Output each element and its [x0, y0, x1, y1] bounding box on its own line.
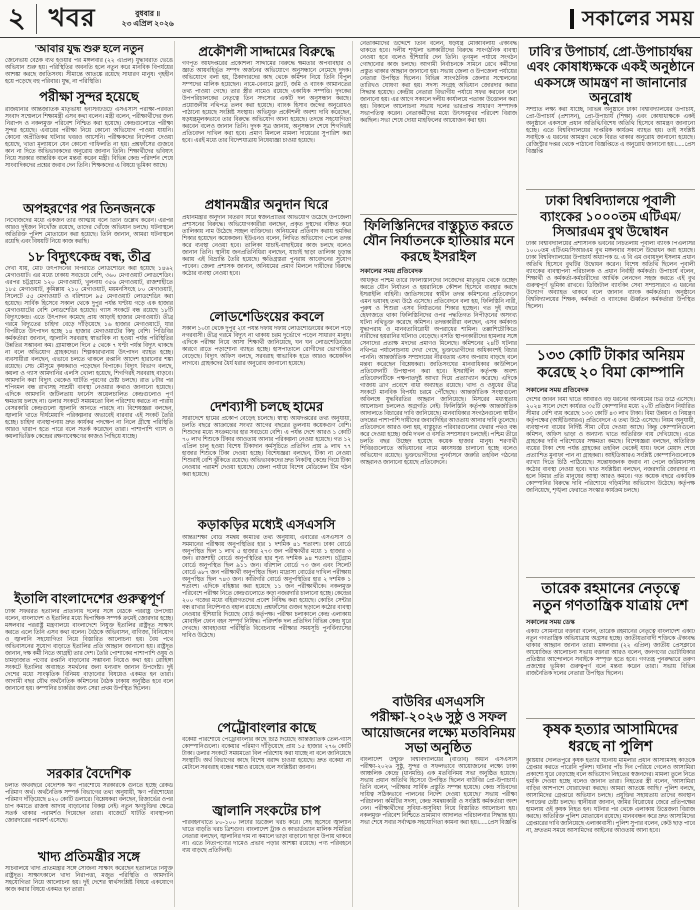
article-headline: দেশব্যাপী চলছে হামের: [209, 398, 324, 414]
news-column-2: [174, 41, 351, 907]
article-body-text: ঢাকা বিশ্ববিদ্যালয়ের প্রশাসনিক ভবনের নিচতলায় পূবালী ব্যাংক পিএলসির ১০০০তম এটিএম/সিআরএম বুথ মঙ্গলবার সকালে উদ্বোধন করা হয়েছে। ঢাকা বিশ্ববিদ্যালয়ের উপাচার্য অধ্যাপক ড. এ বি এম ওবায়দুল ইসলাম প্রধান অতিথি হিসেবে বুথটির উদ্বোধন করেন। বিশেষ অতিথি ছিলেন পূবালী ব্যাংকের ব্যবস্থাপনা পরিচালক ও প্রধান নির্বাহী কর্মকর্তা। উপাচার্য বলেন, শিক্ষার্থী ও কর্মকর্তা-কর্মচারীদের আর্থিক লেনদেন সহজ করতে এই বুথ গুরুত্বপূর্ণ ভূমিকা রাখবে। ডিজিটাল ব্যাংকিং সেবা সম্প্রসারণে এ ধরনের উদ্যোগ অব্যাহত থাকবে বলে জানান ব্যাংক কর্মকর্তারা। অনুষ্ঠানে বিশ্ববিদ্যালয়ের শিক্ষক, কর্মকর্তা ও ব্যাংকের ঊর্ধ্বতন কর্মকর্তারা উপস্থিত ছিলেন।: [526, 241, 695, 311]
article-body-text: ঢাকা সফররত ইতালির প্রতিনিধি দলের সঙ্গে বৈঠকে পররাষ্ট্র উপদেষ্টা বলেন, বাংলাদেশ ও ইতালির মধ্যে দ্বিপাক্ষিক সম্পর্ক ক্রমেই জোরদার হচ্ছে। মঙ্গলবার পররাষ্ট্র মন্ত্রণালয়ে বাংলাদেশে নিযুক্ত ইতালির রাষ্ট্রদূত সাক্ষাৎ করতে এলে তিনি এসব কথা বলেন। বৈঠকে অভিবাসন, বাণিজ্য, বিনিয়োগ ও জ্বালানি সহযোগিতা নিয়ে বিস্তারিত আলোচনা হয়। বৈধ পথে অভিবাসনের সুযোগ বাড়াতে ইতালির প্রতি আহ্বান জানানো হয়। রাষ্ট্রদূত জানান, দক্ষ কর্মী নিতে আগ্রহী তার দেশ। তৈরি পোশাকের পাশাপাশি ওষুধ ও চামড়াজাত পণ্যের রপ্তানি বাড়ানোর সম্ভাবনা নিয়েও কথা হয়। রোহিঙ্গা সংকটে ইতালির অব্যাহত সমর্থনের জন্য ধন্যবাদ জানান উপদেষ্টা। দুই দেশের মধ্যে সাংস্কৃতিক বিনিময় বাড়ানোর বিষয়েও একমত হন তারা। আগামী বছর যৌথ অর্থনৈতিক কমিশনের বৈঠক ঢাকায় অনুষ্ঠিত হবে বলে জানানো হয়। কম্পানির চাকরির জন্য সেরা প্রথম উপস্থিত ছিলেন।: [5, 608, 173, 692]
article-body-text: নেতাকর্মীদের উদ্দেশে তিনি বলেন, ষড়যন্ত্র মোকাবিলায় ঐক্যবদ্ধ থাকতে হবে। দলীয় শৃঙ্খলা ভঙ্গকারীদের বিরুদ্ধে সাংগঠনিক ব্যবস্থা নেওয়া হবে বলেও হুঁশিয়ারি দেন তিনি। তৃণমূল পর্যায়ে সংগঠন গোছানোর কাজ চলছে। আগামী নির্বাচনকে সামনে রেখে কর্মীদের প্রস্তুত থাকার আহ্বান জানানো হয়। সভায় জেলা ও উপজেলা পর্যায়ের নেতারা উপস্থিত ছিলেন। বিভিন্ন সাংগঠনিক জেলার সম্মেলনের তারিখও ঘোষণা করা হয়। সদস্য সংগ্রহ অভিযান জোরদার করার সিদ্ধান্ত হয়েছে। কেন্দ্রীয় নেতারা বিভাগীয় পর্যায়ে সফর করবেন বলে জানানো হয়। এর আগে সকালে দলীয় কার্যালয়ে পতাকা উত্তোলন করা হয়। বিকালে আলোচনা সভায় দলের ভারপ্রাপ্ত সাধারণ সম্পাদক সভাপতিত্ব করেন। নেতাকর্মীদের মধ্যে উৎসবমুখর পরিবেশ বিরাজ করছিল। সভা শেষে দোয়া মাহফিলের আয়োজন করা হয়।: [360, 41, 517, 124]
article-headline: বাউবির এসএসসি পরীক্ষা-২০২৬ সুষ্ঠু ও সফল আয়োজনের লক্ষ্যে মতবিনিময় সভা অনুষ্ঠিত: [361, 693, 516, 755]
article-body-text: গণপূর্ত অধিদপ্তরের প্রকৌশলী সাদ্দামের বিরুদ্ধে ক্ষমতার অপব্যবহার ও জ্ঞাত আয়বহির্ভূত সম্পদ অর্জনের অভিযোগে অনুসন্ধানে নেমেছে দুদক। অভিযোগে বলা হয়, ঠিকাদারদের কাছ থেকে কমিশন নিয়ে তিনি বিপুল সম্পদের মালিক হয়েছেন। নামে-বেনামে ফ্ল্যাট, জমি ও ব্যাংক আমানতের তথ্য পাওয়া গেছে। তার স্ত্রীর নামেও রয়েছে একাধিক সম্পত্তি। দুদকের উপপরিচালকের নেতৃত্বে তিন সদস্যের একটি দল অনুসন্ধান করছে। প্রয়োজনীয় নথিপত্র তলব করা হয়েছে। ব্যাংক হিসাব জব্দের অনুরোধও পাঠানো হয়েছে সংশ্লিষ্ট সংস্থায়। অভিযুক্ত প্রকৌশলী অবশ্য দাবি করেছেন, ষড়যন্ত্রমূলকভাবে তার বিরুদ্ধে অভিযোগ আনা হয়েছে। তদন্তে সহযোগিতা করবেন বলেও জানান তিনি। দুদক সূত্র জানায়, অনুসন্ধান শেষে শিগগিরই প্রতিবেদন দাখিল করা হবে। প্রমাণ মিললে মামলা দায়েরের সুপারিশ করা হবে। এরই মধ্যে তার বিদেশযাত্রায় নিষেধাজ্ঞা চাওয়া হয়েছে।: [182, 61, 351, 145]
masthead: [0, 0, 700, 38]
article-byline: সকালের সময় প্রতিবেদক: [526, 386, 589, 394]
article-body-text: কুষ্টিয়ার দৌলতপুরে কৃষক হত্যার ঘটনায় মামলার প্রধান আসামিসহ কাউকে গ্রেপ্তার করতে পারেনি পুলিশ। ঘটনার পাঁচ দিন পেরিয়ে গেলেও আসামিরা প্রকাশ্যে ঘুরে বেড়াচ্ছে বলে অভিযোগ নিহতের স্বজনদের। মামলা তুলে নিতে হুমকি দেওয়া হচ্ছে বলেও জানান তারা। নিহতের স্ত্রী বলেন, 'আসামিরা বাড়ির আশপাশে ঘোরাফেরা করছে। আমরা আতঙ্কে আছি।' পুলিশ বলছে, আসামিদের গ্রেপ্তারে অভিযান চলছে। প্রযুক্তির সহায়তায় তাদের অবস্থান শনাক্তের চেষ্টা চলছে। স্থানীয়রা জানান, জমির বিরোধের জেরে প্রতিপক্ষের হামলায় ওই কৃষক নিহত হন। ঘটনার পর থেকে এলাকায় উত্তেজনা বিরাজ করছে। অতিরিক্ত পুলিশ মোতায়েন রয়েছে। মানববন্ধন করে দ্রুত আসামিদের গ্রেপ্তারের দাবি জানিয়েছে এলাকাবাসী। পুলিশ সুপার বলেন, কেউ ছাড় পাবে না, দ্রুততম সময়ে আসামিদের আইনের আওতায় আনা হবে।: [526, 757, 695, 834]
article-body-text: সকাল ১০টা থেকে দুপুর ২টা পর্যন্ত দফায় দফায় লোডশেডিংয়ের কবলে পড়ে নগরবাসী। তীব্র গরমে বিদ্যুৎ না থাকায় চরম দুর্ভোগে পড়েন সাধারণ মানুষ। এদিকে পরীক্ষা নিয়ে আসা শিক্ষার্থী জানিয়েছে, ঘন ঘন লোডশেডিংয়ের কারণে রাতে পড়াশোনা ব্যাহত হচ্ছে। হাসপাতালে রোগীদের ভোগান্তিও বেড়েছে। বিদ্যুৎ অফিস বলছে, সরবরাহ স্বাভাবিক হতে আরও কয়েকদিন লাগবে। গ্রাহকদের ধৈর্য ধরার অনুরোধ জানানো হয়েছে।: [182, 325, 351, 367]
section-title: খবর: [48, 5, 96, 32]
article-headline: 'আবার যুদ্ধ শুরু হলে নতুন: [34, 44, 144, 55]
article-body-text: প্রধানমন্ত্রীর অনুদান বিতরণ ঘিরে স্বজনপ্রীতির অভিযোগ উঠেছে উপজেলা প্রশাসনের বিরুদ্ধে। অভিযোগকারীরা বলছেন, প্রকৃত দুস্থদের বঞ্চিত করে তালিকায় নাম উঠেছে সচ্ছল ব্যক্তিদের। অনিয়মের প্রতিবাদ করায় হুমকির শিকার হয়েছেন কয়েকজন। ইউএনও বলেন, লিখিত অভিযোগ পেলে তদন্ত করে ব্যবস্থা নেওয়া হবে। তালিকা যাচাই-বাছাইয়ের কাজ চলছে বলেও জানান তিনি। স্থানীয় জনপ্রতিনিধিরা বলছেন, যাচাই ছাড়া তালিকা চূড়ান্ত করায় এই বিভ্রান্তি তৈরি হয়েছে। ক্ষতিগ্রস্তরা পুনরায় আবেদনের সুযোগ পাবেন। জেলা প্রশাসক জানান, অনিয়মের প্রমাণ মিললে দায়ীদের বিরুদ্ধে কঠোর ব্যবস্থা নেওয়া হবে।: [182, 214, 351, 277]
article-headline: ১৩৩ কোটি টাকার অনিয়ম করেছে ২০ বিমা কোম্পানি: [526, 344, 695, 382]
article-body-text: দেশের জীবন বিমা খাতে আবারও বড় ধরনের অনিয়মের চিত্র উঠে এসেছে। ২০২৪ সালে দেশে কার্যরত ৩৫টি কোম্পানির মধ্যে ২০টি প্রতিষ্ঠান নির্ধারিত সীমার বেশি ব্যয় করেছে ১৩৩ কোটি ৪৩ লাখ টাকা। বিমা উন্নয়ন ও নিয়ন্ত্রণ কর্তৃপক্ষের (আইডিআরএ) প্রতিবেদনে এ তথ্য উঠে এসেছে। নিয়ম অনুযায়ী, ব্যবস্থাপনা ব্যয়ের নির্দিষ্ট সীমা বেঁধে দেওয়া আছে। কিন্তু কোম্পানিগুলো কমিশন, অফিস ভাড়া ও অন্যান্য খাতে অতিরিক্ত ব্যয় দেখিয়েছে। এতে গ্রাহকের দাবি পরিশোধের সক্ষমতা কমছে। বিশেষজ্ঞরা বলছেন, অতিরিক্ত ব্যয়ের টাকা শেষ পর্যন্ত গ্রাহকের তহবিল থেকেই যায়। ফলে মেয়াদ শেষে প্রত্যাশিত মুনাফা পান না গ্রাহকরা। আইডিআরএ সংশ্লিষ্ট কোম্পানিগুলোকে ব্যাখ্যা দিতে চিঠি পাঠিয়েছে। সন্তোষজনক জবাব না পেলে জরিমানাসহ কঠোর ব্যবস্থা নেওয়া হবে। খাত সংশ্লিষ্টরা বলছেন, নজরদারি জোরদার না হলে বিমার প্রতি মানুষের আস্থা আরও কমবে। গত কয়েক বছরে একাধিক কোম্পানির বিরুদ্ধে দাবি পরিশোধে গড়িমসির অভিযোগ উঠেছে। কর্তৃপক্ষ জানিয়েছে, শৃঙ্খলা ফেরাতে সংস্কার কার্যক্রম চলছে।: [526, 396, 695, 494]
page-number: ২: [8, 3, 26, 33]
news-column-1: [5, 41, 173, 907]
article-headline: ফিলিস্তিনিদের বাস্তুচ্যুত করতে যৌন নির্যাতনকে হাতিয়ার মনে করছে ইসরাইল: [360, 214, 517, 264]
issue-day: বুধবার ॥: [135, 9, 161, 19]
article-headline: প্রধানমন্ত্রীর অনুদান ঘিরে: [204, 197, 329, 213]
article-headline: তারেক রহমানের নেতৃত্বে নতুন গণতান্ত্রিক যাত্রায় দেশ: [526, 577, 695, 615]
article-headline: পরীক্ষা সুন্দর হয়েছে: [39, 89, 139, 105]
article-byline: সকালের সময় ডেস্ক: [526, 618, 575, 626]
article-body-text: আন্তঃশিক্ষা বোর্ড সমন্বয় কমিটির তথ্য অনুযায়ী, এবারের এসএসসি ও সমমানের পরীক্ষায় অনুপস্থিতির হার ১ দশমিক ৪১ শতাংশ। ঢাকা বোর্ডে অনুপস্থিত ছিল ১ লাখ ৫ হাজার ২৭৩ জন পরীক্ষার্থীর মধ্যে ১ হাজার ৩ জন। রাজশাহী বোর্ডে অনুপস্থিতির হার শূন্য দশমিক ৯৪ শতাংশ। চট্টগ্রাম বোর্ডে অনুপস্থিত ছিল ৯১১ জন। বরিশাল বোর্ডে ৭৩ জন এবং সিলেট বোর্ডে ৬৮৭ জন পরীক্ষার্থী অনুপস্থিত ছিল। মাদ্রাসা বোর্ডের দাখিল পরীক্ষায় অনুপস্থিত ছিল ৭৪৩ জন। কারিগরি বোর্ডে অনুপস্থিতির হার ২ দশমিক ১ শতাংশ। এদিকে বহিষ্কার করা হয়েছে ১১ জন পরীক্ষার্থীকে। নকলমুক্ত পরিবেশে পরীক্ষা নিতে কেন্দ্রগুলোতে কড়া নজরদারি চালানো হচ্ছে। কেন্দ্রের ২০০ গজের মধ্যে বহিরাগতদের প্রবেশ নিষিদ্ধ করা হয়েছে। কোচিং সেন্টার বন্ধ রাখার নির্দেশনাও বহাল রয়েছে। প্রশ্নফাঁসের গুজব ছড়ালে কঠোর ব্যবস্থা নেওয়ার হুঁশিয়ারি দিয়েছে বোর্ড কর্তৃপক্ষ। পরীক্ষা চলাকালে কেন্দ্র এলাকায় মোবাইল ফোন বহন সম্পূর্ণ নিষিদ্ধ। পরিদর্শক দল প্রতিদিন বিভিন্ন কেন্দ্র ঘুরে দেখছে। আবহাওয়া পরিস্থিতি বিবেচনায় পরীক্ষার সময়সূচি পুনর্বিন্যাসের দাবিও উঠেছে।: [182, 534, 351, 639]
article-body-text: বাংলাদেশ উন্মুক্ত বিশ্ববিদ্যালয়ের (বাউবি) অধীন এসএসসি পরীক্ষা-২০২৬ সুষ্ঠু, সুন্দর ও সফলভাবে আয়োজনের লক্ষ্যে ঢাকা আঞ্চলিক কেন্দ্রে (ধানমন্ডি) এক মতবিনিময় সভা অনুষ্ঠিত হয়েছে। সভায় প্রধান অতিথি হিসেবে উপস্থিত ছিলেন বাউবির প্রো-উপাচার্য। তিনি বলেন, 'পরীক্ষার সার্বিক প্রস্তুতি সম্পন্ন হয়েছে। কেন্দ্র সচিবদের দায়িত্ব সঠিকভাবে পালনের নির্দেশ দেওয়া হয়েছে।' সভায় পরীক্ষা পরিচালনা কমিটির সদস্য, কেন্দ্র সমন্বয়কারী ও সংশ্লিষ্ট কর্মকর্তারা অংশ নেন। পরীক্ষার্থীদের সুবিধা-অসুবিধা নিয়ে বিস্তারিত আলোচনা হয়। নকলমুক্ত পরিবেশ নিশ্চিতে ভ্রাম্যমাণ আদালত পরিচালনার সিদ্ধান্ত হয়। সভা শেষে সবার সর্বাত্মক সহযোগিতা কামনা করা হয়।......প্রেস বিজ্ঞপ্তি: [360, 757, 517, 827]
article-headline: সরকার বৈদেশিক: [46, 765, 132, 781]
article-body-text: পরিবহনখাতে ৮০-১০০ লিটার ডিজেল খরচ করে। সেই হিসেবে জ্বালানি খাতে বাড়তি খরচ ত্রিশগুণ। বাংলাদেশ ট্রাক ও কাভার্ডভ্যান মালিক সমিতির নেতারা বলছেন, জ্বালানির দাম না কমালে ভাড়া বাড়ানো ছাড়া উপায় থাকবে না। এতে নিত্যপণ্যের দামেও প্রভাব পড়ার আশঙ্কা রয়েছে। পণ্য পরিবহনে ব্যয় বাড়ছে প্রতিদিনই।: [182, 820, 351, 855]
article-headline: কড়াকড়ির মধ্যেই এসএসসি: [197, 517, 336, 533]
article-body-text: দেখা যায়, মোট উৎপাদনের বিপরীতে লোডশেডিং করা হয়েছে ১৪৬২ মেগাওয়াট। এর মধ্যে ঢাকায় সবচেয়ে বেশি, ৩৬০ মেগাওয়াট লোডশেডিং। এরপর চট্টগ্রামে ১২০ মেগাওয়াট, খুলনায় ৩৫৬ মেগাওয়াট, রাজশাহীতে ১৮৫ মেগাওয়াট, কুমিল্লায় ২১০ মেগাওয়াট, ময়মনসিংহে ৮০ মেগাওয়াট, সিলেটে ৫৫ মেগাওয়াট ও বরিশালে ৯৫ মেগাওয়াট লোডশেডিং করা হয়েছে। সার্বিক হিসেবে সকাল থেকে দুপুর পর্যন্ত ঘণ্টায় গড়ে এক হাজার মেগাওয়াটের বেশি লোডশেডিং হয়েছে। গ্যাস সংকটে বন্ধ রয়েছে ১৮টি বিদ্যুৎকেন্দ্র। এতে উৎপাদন কমেছে প্রায় আড়াই হাজার মেগাওয়াট। তীব্র গরমে বিদ্যুতের চাহিদা বেড়ে দাঁড়িয়েছে ১৬ হাজার মেগাওয়াটে, যার বিপরীতে উৎপাদন হচ্ছে ১৪ হাজার মেগাওয়াটের কিছু বেশি। পিডিবির কর্মকর্তারা জানান, জ্বালানি সরবরাহ স্বাভাবিক না হওয়া পর্যন্ত পরিস্থিতির উন্নতির সম্ভাবনা কম। গ্রামাঞ্চলে দিনে ৫ থেকে ৭ ঘণ্টা পর্যন্ত বিদ্যুৎ থাকছে না বলে অভিযোগ গ্রাহকদের। শিল্পকারখানায় উৎপাদন ব্যাহত হচ্ছে। ব্যবসায়ীরা বলছেন, এভাবে চলতে থাকলে রপ্তানি আদেশ হারানোর শঙ্কা রয়েছে। সেচ মৌসুমে কৃষকরাও পড়েছেন বিপাকে। বিদ্যুৎ বিভাগ বলছে, কয়লা ও গ্যাস আমদানির এলসি খোলা হয়েছে, শিগগিরই সরবরাহ বাড়বে। আমদানি করা বিদ্যুৎ থেকেও ঘাটতি পূরণের চেষ্টা চলছে। রাত ৮টার পর শপিংমল বন্ধ রাখাসহ সাশ্রয়ী ব্যবস্থা নেওয়ার কথাও জানানো হয়েছে। এদিকে আমদানি জটিলতায় ফার্নেস অয়েলচালিত কেন্দ্রগুলোও পূর্ণ ক্ষমতায় চলছে না। ডলার সংকটে সময়মতো বিল পরিশোধ করতে না পারায় বেসরকারি কেন্দ্রগুলো জ্বালানি আনতে পারছে না। বিশেষজ্ঞরা বলছেন, জ্বালানি খাতে দীর্ঘমেয়াদি পরিকল্পনার অভাবেই বারবার এই সংকট তৈরি হচ্ছে। চাহিদা ব্যবস্থাপনায় দ্রুত কার্যকর পদক্ষেপ না নিলে গ্রীষ্মে পরিস্থিতি আরও খারাপ হতে পারে বলে সতর্ক করেছেন তারা। পাশাপাশি গ্যাস ও কয়লাভিত্তিক কেন্দ্রের রক্ষণাবেক্ষণের কাজও পিছিয়ে যাচ্ছে।: [5, 266, 173, 441]
article-byline: সকালের সময় প্রতিবেদক: [360, 267, 423, 275]
article-body-text: একটি সেমিনারে বক্তারা বলেন, তারেক রহমানের নেতৃত্বে বাংলাদেশ একটি নতুন গণতান্ত্রিক অভিযাত্রায় অগ্রসর হচ্ছে। জাতীয়তাবাদী শক্তিকে ঐক্যবদ্ধ থাকার আহ্বান জানান তারা। মঙ্গলবার (২২ এপ্রিল) জাতীয় প্রেসক্লাবে আয়োজিত আলোচনা সভায় বক্তারা আরও বলেন, জনগণের ভোটাধিকার প্রতিষ্ঠার আন্দোলনে সবাইকে সম্পৃক্ত হতে হবে। গণতন্ত্র পুনরুদ্ধারে তরুণ প্রজন্মের ভূমিকা গুরুত্বপূর্ণ বলে মন্তব্য করেন তারা। সভায় বিভিন্ন রাজনৈতিক দলের নেতারা উপস্থিত ছিলেন।: [526, 628, 695, 677]
article-body-text: বকেয়া পরিশোধে পেট্রোবাংলার কাছে চিঠি দিয়েছে আন্তর্জাতিক তেল-গ্যাস কোম্পানিগুলো। বকেয়ার পরিমাণ দাঁড়িয়েছে প্রায় ১৫ হাজার ২৭৬ কোটি টাকা। ডলার সংকটে সময়মতো বিল পরিশোধ করা যাচ্ছে না বলে জানিয়েছে সংস্থাটি। অর্থ বিভাগের কাছে বিশেষ বরাদ্দ চাওয়া হয়েছে। দ্রুত বকেয়া না মেটালে সরবরাহ বন্ধের শঙ্কাও রয়েছে বলে সংশ্লিষ্টরা জানান।: [182, 736, 351, 771]
news-columns: [0, 38, 700, 907]
article-headline: জ্বালানি সংকটের চাপ: [212, 802, 321, 818]
article-body-text: জেনেভায় বৈঠক ব্যর্থ হওয়ার পর মঙ্গলবার (২২ এপ্রিল) যুদ্ধবিরতি ভেঙে অভিযান শুরু হয়। পরিস্থিতির অবনতি হলে নতুন করে মানবিক বিপর্যয়ের আশঙ্কা করছে জাতিসংঘ। সীমান্তে আতঙ্কে রয়েছে সাধারণ মানুষ। গৃহহীন হয়ে পড়েছে বহু পরিবার। যুদ্ধ, না পরিস্থিতি।: [5, 58, 173, 86]
masthead-divider: [36, 4, 37, 34]
article-body-text: রাজধানীর আন্তর্জাতিক মাতৃভাষা ইনস্টিটিউটে এসএসসি পরীক্ষা-পরবর্তী সংবাদ সম্মেলনে শিক্ষামন্ত্রী এসব কথা বলেন। মন্ত্রী বলেন, পরীক্ষার্থীদের জন্য নিরাপদ ও নকলমুক্ত পরিবেশ নিশ্চিত করা হয়েছে। কেন্দ্রগুলোতে পরীক্ষা সুন্দর হয়েছে। এবারের পরীক্ষা নিয়ে কোনো অভিযোগ পাওয়া যায়নি। কোনো অপ্রীতিকর ঘটনার খবরও আসেনি। পরীক্ষকদের নির্দেশনা দেওয়া হয়েছে, খাতা মূল্যায়নে যেন কোনো গাফিলতি না হয়। প্রশ্নফাঁসের গুজবে কান না দিতে অভিভাবকদের অনুরোধ জানান তিনি। শিক্ষার্থীদের ভবিষ্যৎ নিয়ে সরকার আন্তরিক বলে মন্তব্য করেন মন্ত্রী। বিভিন্ন কেন্দ্র পরিদর্শন শেষে সাংবাদিকদের প্রশ্নের জবাব দেন তিনি। শিক্ষকদের এ বিষয়ে ভূমিকা আছে।: [5, 106, 173, 169]
news-column-3: [352, 41, 517, 907]
article-body-text: চলতি অর্থবছরে বৈদেশিক ঋণ পরিশোধে সরকারকে গুনতে হচ্ছে রেকর্ড পরিমাণ অর্থ। অর্থনৈতিক সম্পর্ক বিভাগের তথ্য অনুযায়ী, ঋণ পরিশোধের পরিমাণ দাঁড়িয়েছে ৪২০ কোটি ডলারে। বিশ্লেষকরা বলছেন, রিজার্ভের ওপর চাপ কমাতে রাজস্ব আদায় বাড়ানোর বিকল্প নেই। নতুন ঋণচুক্তির ক্ষেত্রে সতর্ক থাকার পরামর্শও দিয়েছেন তারা। বাজেটে ঘাটতি ব্যবস্থাপনা জোরদারের পরামর্শ এসেছে।: [5, 783, 173, 825]
article-body-text: সচিবালয়ে খাদ্য প্রতিমন্ত্রীর সঙ্গে সৌজন্য সাক্ষাৎ করেছেন ইতালিতে নিযুক্ত রাষ্ট্রদূত। সাক্ষাৎকালে খাদ্য নিরাপত্তা, মজুত পরিস্থিতি ও আমদানি সহযোগিতা নিয়ে আলোচনা হয়। দুই দেশের স্বার্থসংশ্লিষ্ট বিষয়ে একযোগে কাজ করার বিষয়ে একমত হন তারা।: [5, 866, 173, 894]
article-headline: ঢাবি'র উপাচার্য, প্রো-উপাচার্যদ্বয় এবং কোষাধ্যক্ষকে একই অনুষ্ঠানে একসঙ্গে আমন্ত্রণ না জানানোর অনুরোধ: [526, 44, 695, 105]
article-headline: লোডশেডিংয়ের কবলে: [209, 308, 324, 324]
newspaper-title: সকালের সময়: [570, 9, 694, 29]
article-body-text: সম্প্রতি লক্ষ্য করা যাচ্ছে, বিভিন্ন অনুষ্ঠানে ঢাকা বিশ্ববিদ্যালয়ের উপাচার্য, প্রো-উপাচার্য (প্রশাসন), প্রো-উপাচার্য (শিক্ষা) এবং কোষাধ্যক্ষকে একই অনুষ্ঠানে একসঙ্গে প্রধান অতিথি/বিশেষ অতিথি হিসেবে আমন্ত্রণ জানানো হচ্ছে। এতে বিশ্ববিদ্যালয়ের দাপ্তরিক কার্যক্রম ব্যাহত হয়। তাই সংশ্লিষ্ট সবাইকে এ ধরনের আমন্ত্রণ থেকে বিরত থাকার অনুরোধ জানানো হয়েছে। রেজিস্ট্রার দপ্তর থেকে পাঠানো বিজ্ঞপ্তিতে এ অনুরোধ জানানো হয়।......প্রেস বিজ্ঞপ্তি: [526, 107, 695, 156]
article-body-text: সারাদেশে হামের প্রকোপ বেড়েই চলেছে। স্বাস্থ্য অধিদপ্তরের তথ্য অনুযায়ী, চলতি বছরে আক্রান্তের সংখ্যা আগের বছরের তুলনায় কয়েকগুণ বেশি। শিশুদের মধ্যে সংক্রমণের হার সবচেয়ে বেশি। এ পর্যন্ত দেশে আরও ১ কোটি ৭০ লাখ শিশুকে টিকার আওতায় আনার পরিকল্পনা নেওয়া হয়েছে। গত ১২ এপ্রিল চালু হওয়া বিশেষ টিকাদান কর্মসূচিতে প্রতিদিন প্রায় ৯ লাখ ৭৭ হাজার শিশুকে টিকা দেওয়া হচ্ছে। বিশেষজ্ঞরা বলছেন, টিকা না নেওয়া শিশুরাই বেশি ঝুঁকিতে রয়েছে। অভিভাবকদের দ্রুত নিকটস্থ কেন্দ্রে গিয়ে টিকা নেওয়ার পরামর্শ দেওয়া হয়েছে। জেলা পর্যায়ে বিশেষ মেডিকেল টিম গঠন করা হয়েছে।: [182, 416, 351, 479]
issue-date-line: ২৩ এপ্রিল ২০২৬: [121, 18, 174, 28]
article-body-text: অধিকৃত পশ্চিম তীরে ফিলিস্তিনিদের নিজেদের মাতৃভূমি থেকে উচ্ছেদ করতে যৌন নির্যাতন ও হয়রানিকে কৌশল হিসেবে ব্যবহার করছে ইসরাইলি বাহিনী। জাতিসংঘের স্বাধীন তদন্ত কমিশনের প্রতিবেদনে এমন ভয়াবহ তথ্য উঠে এসেছে। প্রতিবেদনে বলা হয়, ফিলিস্তিনি নারী, পুরুষ ও শিশুরা এসব নির্যাতনের শিকার হচ্ছেন। গত দুই বছরে হেফাজতে থাকা ফিলিস্তিনিদের ওপর পদ্ধতিগত নিপীড়নের অসংখ্য ঘটনা নথিভুক্ত করেছে কমিশন। তদন্তকারীরা বলছেন, এসব কর্মকাণ্ড যুদ্ধাপরাধ ও মানবতাবিরোধী অপরাধের শামিল। তল্লাশিচৌকিতে নারীদের হয়রানির ঘটনাও বেড়েছে। বসতি স্থাপনকারীদের হামলার সঙ্গে সেনাদের প্রত্যক্ষ মদদের প্রমাণও মিলেছে। কমিশনের ২৪টি ঘটনার নথিপত্র পর্যালোচনায় দেখা গেছে, ভুক্তভোগীদের অধিকাংশই বিচার পাননি। আন্তর্জাতিক সম্প্রদায়ের নীরবতায় এসব অপরাধ বাড়ছে বলে মন্তব্য করেছেন বিশ্লেষকরা। জাতিসংঘের মানবাধিকার কাউন্সিলে প্রতিবেদনটি উপস্থাপন করা হবে। ইসরাইলি কর্তৃপক্ষ অবশ্য প্রতিবেদনটিকে পক্ষপাতদুষ্ট আখ্যা দিয়ে প্রত্যাখ্যান করেছে। এদিকে গাজায় ত্রাণ প্রবেশে বাধা অব্যাহত রয়েছে। খাদ্য ও ওষুধের তীব্র সংকটে মানবিক বিপর্যয় চরমে পৌঁছেছে। আন্তর্জাতিক সংস্থাগুলো অবিলম্বে যুদ্ধবিরতির আহ্বান জানিয়েছে। মিসরের মধ্যস্থতায় আলোচনা চললেও অগ্রগতি নেই। ফিলিস্তিনি কর্তৃপক্ষ আন্তর্জাতিক আদালতে বিচারের দাবি জানিয়েছে। মানবাধিকার সংগঠনগুলো স্বাধীন তদন্তের পাশাপাশি দায়ীদের জবাবদিহির আওতায় আনার দাবি তুলেছে। প্রতিবেদনে আরও বলা হয়, বাস্তুচ্যুত পরিবারগুলোর ফেরার পথও বন্ধ করে দেওয়া হচ্ছে। জমি দখল ও বসতি সম্প্রসারণ চলছেই। পশ্চিম তীরে চলতি বছর উচ্ছেদ হয়েছে কয়েক হাজার মানুষ। শরণার্থী শিবিরগুলোতে অভিযানের নামে ধ্বংসযজ্ঞ চালানো হচ্ছে বলেও অভিযোগ রয়েছে। ভুক্তভোগীদের পুনর্বাসনে জরুরি তহবিল গঠনের আহ্বানও জানানো হয়েছে প্রতিবেদনে।: [360, 277, 517, 466]
article-headline: অপহরণের পর তিনজনকে: [23, 200, 155, 216]
article-headline: ইতালি বাংলাদেশের গুরুত্বপূর্ণ: [14, 591, 164, 607]
news-column-4: [518, 41, 695, 907]
issue-date: [122, 9, 174, 28]
article-headline: কৃষক হত্যার আসামিদের ধরছে না পুলিশ: [526, 718, 695, 756]
article-headline: খাদ্য প্রতিমন্ত্রীর সঙ্গে: [37, 849, 141, 865]
article-headline: প্রকৌশলী সাদ্দামের বিরুদ্ধে: [198, 44, 335, 59]
article-headline: ঢাকা বিশ্ববিদ্যালয়ে পূবালী ব্যাংকের ১০০০তম এটিএম/সিআরএম বুথ উদ্বোধন: [526, 189, 695, 239]
article-headline: পেট্রোবাংলার কাছে: [217, 719, 316, 735]
article-body-text: নিখোঁজদের মধ্যে একজন তার আত্মীয় বলে তিনি উল্লেখ করেন। এরপর আরও দুইজন নিখোঁজ রয়েছে, তাদের খোঁজে অভিযান চলছে। ঘটনাস্থলে অতিরিক্ত পুলিশ মোতায়েন করা হয়েছে। তিনি জানান, আমরা ঘটনাস্থলে রয়েছি এবং বিষয়টি নিয়ে কাজ করছি।: [5, 218, 173, 246]
article-headline: ১৮ বিদ্যুৎকেন্দ্র বন্ধ, তীব্র: [27, 249, 151, 265]
